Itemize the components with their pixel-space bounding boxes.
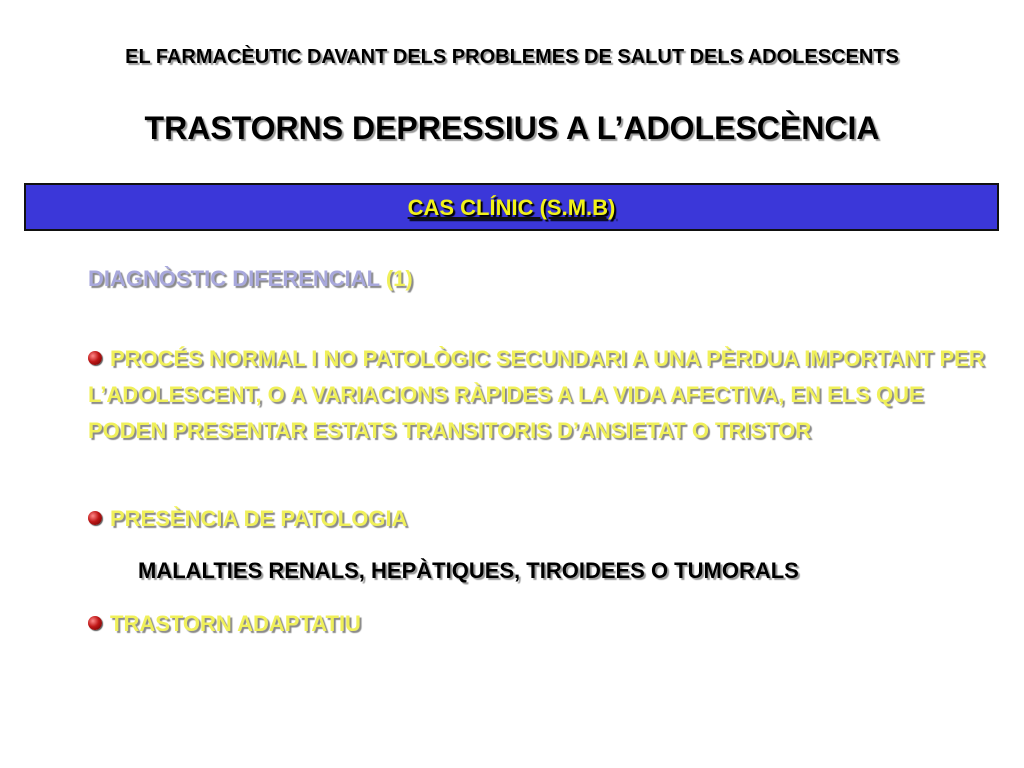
section-heading — [88, 266, 413, 292]
bullet-icon — [88, 616, 102, 630]
bullet-icon — [88, 351, 102, 365]
case-banner-label: CAS CLÍNIC (S.M.B) — [407, 195, 616, 220]
list-item-text: PRESÈNCIA DE PATOLOGIA — [110, 506, 408, 531]
list-item — [88, 506, 407, 532]
list-item — [88, 611, 361, 637]
case-banner — [24, 183, 999, 231]
list-item-detail: MALALTIES RENALS, HEPÀTIQUES, TIROIDEES O TUMORALS — [138, 558, 799, 583]
slide-supertitle: EL FARMACÈUTIC DAVANT DELS PROBLEMES DE SALUT DELS ADOLESCENTS — [125, 46, 899, 68]
bullet-icon — [88, 511, 102, 525]
list-item-text: PROCÉS NORMAL I NO PATOLÒGIC SECUNDARI A UNA PÈRDUA IMPORTANT PER L’ADOLESCENT, O A VARIACIONS RÀPIDES A LA VIDA AFECTIVA, EN ELS QUE PODEN PRESENTAR ESTATS TRANSITORIS D’ANSIETAT O TRISTOR — [88, 346, 985, 443]
slide-title: TRASTORNS DEPRESSIUS A L’ADOLESCÈNCIA — [144, 110, 880, 146]
section-heading-text: DIAGNÒSTIC DIFERENCIAL — [88, 266, 380, 291]
list-item-text: TRASTORN ADAPTATIU — [110, 611, 361, 636]
section-heading-suffix: (1) — [385, 266, 413, 291]
list-item — [88, 341, 988, 449]
